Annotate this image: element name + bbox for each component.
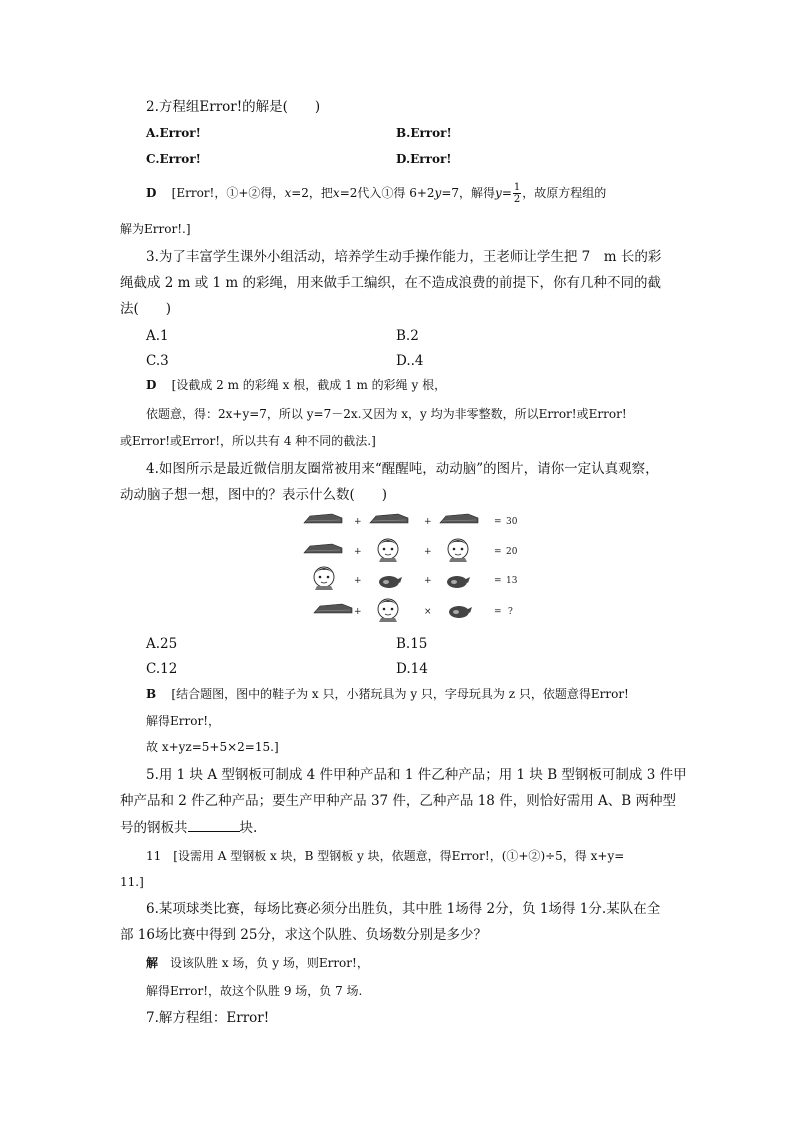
- puzzle-row-1: [304, 514, 518, 527]
- var-y: y: [434, 186, 442, 200]
- fraction-numerator: 1: [513, 182, 521, 193]
- plus-sign: +: [354, 607, 362, 617]
- q4-option-c: C.12: [146, 661, 178, 677]
- ring-toy-icon: [447, 576, 470, 588]
- plus-sign: +: [424, 517, 432, 527]
- q6-stem-line-1: 6.某项球类比赛，每场比赛必须分出胜负，其中胜 1场得 2分，负 1场得 1分.某队在全: [146, 901, 661, 917]
- q3-option-d: D..4: [396, 353, 424, 369]
- puzzle-row-2: [304, 539, 518, 562]
- plus-sign: +: [354, 547, 362, 557]
- q6-answer-line-2: 解得Error!，故这个队胜 9 场，负 7 场.: [146, 984, 363, 998]
- equals-sign: =: [494, 607, 502, 617]
- q4-stem-line-1: 4.如图所示是最近微信朋友圈常被用来“醒醒吨，动动脑”的图片，请你一定认真观察，: [146, 461, 659, 477]
- shoe-icon: [370, 514, 408, 523]
- fraction-denominator: 2: [513, 194, 521, 205]
- q6-answer-label: 解: [146, 956, 159, 970]
- var-x: x: [284, 186, 292, 200]
- shoe-icon: [314, 604, 352, 613]
- q5-stem-text-2: 块.: [239, 820, 258, 836]
- q3-stem-line-3: 法( ): [120, 301, 172, 317]
- equals-sign: =: [494, 517, 502, 527]
- ring-toy-icon: [449, 606, 472, 618]
- q5-answer-line-2: 11.]: [120, 875, 144, 889]
- q2-answer-line-2: 解为Error!.]: [120, 222, 191, 236]
- q4-answer-line-1: [146, 684, 629, 704]
- q3-answer-line-3: 或Error!或Error!，所以共有 4 种不同的截法.]: [120, 434, 376, 448]
- q2-option-b: B.Error!: [396, 126, 452, 140]
- var-y: y: [495, 186, 502, 200]
- q3-stem-line-2: 绳截成 2 m 或 1 m 的彩绳，用来做手工编织，在不造成浪费的前提下，你有几种不同的截: [120, 275, 662, 291]
- row-4-result: ?: [508, 607, 513, 617]
- row-1-result: 30: [506, 517, 518, 527]
- q3-answer-letter: D: [146, 378, 157, 392]
- q4-option-b: B.15: [396, 636, 428, 652]
- q4-option-a: A.25: [146, 636, 178, 652]
- q5-stem-line-2: 种产品和 2 件乙种产品；要生产甲种产品 37 件，乙种产品 18 件，则恰好需用 A、B 两种型: [120, 793, 676, 809]
- q7-stem: 7.解方程组：Error!: [146, 1010, 270, 1026]
- plus-sign: +: [424, 547, 432, 557]
- q2-option-a: A.Error!: [146, 126, 201, 140]
- q5-answer-line-1: 11 [设需用 A 型钢板 x 块，B 型钢板 y 块，依题意，得Error!，(①+②)÷5，得 x+y=: [146, 849, 625, 863]
- q2-answer-line-1: [146, 182, 606, 205]
- q3-option-b: B.2: [396, 328, 419, 344]
- q2-option-c: C.Error!: [146, 152, 201, 166]
- q5-stem-line-1: 5.用 1 块 A 型钢板可制成 4 件甲种产品和 1 件乙种产品；用 1 块 B 型钢板可制成 3 件甲: [146, 767, 687, 783]
- q2-answer-letter: D: [146, 186, 157, 200]
- q6-stem-line-2: 部 16场比赛中得到 25分，求这个队胜、负场数分别是多少？: [120, 927, 487, 943]
- q2-stem: 2.方程组Error!的解是( ): [146, 99, 321, 115]
- q2-answer-text-4: =7，解得: [441, 186, 496, 200]
- q4-option-d: D.14: [396, 661, 428, 677]
- q6-answer-text: 设该队胜 x 场，负 y 场，则Error!，: [158, 956, 369, 970]
- q3-stem-line-1: 3.为了丰富学生课外小组活动，培养学生动手操作能力，王老师让学生把 7 m 长的彩: [146, 249, 662, 265]
- q3-answer-text: [设截成 2 m 的彩绳 x 根，截成 1 m 的彩绳 y 根，: [171, 378, 447, 392]
- ring-toy-icon: [379, 576, 402, 588]
- q3-answer-line-2: 依题意，得：2x+y=7，所以 y=7－2x.又因为 x，y 均为非零整数，所以Error!或Error!: [146, 407, 627, 421]
- times-sign: ×: [424, 607, 432, 617]
- q6-answer-line-1: [146, 953, 369, 973]
- q2-answer-text-2: =2，把: [291, 186, 333, 200]
- q3-option-c: C.3: [146, 353, 169, 369]
- shoe-icon: [440, 514, 478, 523]
- boy-icon: [378, 599, 398, 622]
- q5-stem-text-1: 号的钢板共: [120, 820, 188, 836]
- q4-answer-line-2: 解得Error!，: [146, 714, 221, 728]
- q2-answer-text-6: ，故原方程组的: [522, 186, 607, 200]
- row-3-result: 13: [506, 576, 518, 586]
- q2-option-d: D.Error!: [396, 152, 452, 166]
- boy-icon: [448, 539, 468, 562]
- plus-sign: +: [354, 576, 362, 586]
- var-x: x: [332, 186, 340, 200]
- row-2-result: 20: [506, 547, 518, 557]
- shoe-icon: [304, 544, 342, 553]
- plus-sign: +: [354, 517, 362, 527]
- q2-answer-text-1: [Error!，①+②得，: [171, 186, 285, 200]
- puzzle-row-4: [314, 599, 513, 622]
- puzzle-row-3: [314, 567, 518, 590]
- q4-answer-text: [结合题图，图中的鞋子为 x 只，小猪玩具为 y 只，字母玩具为 z 只，依题意得Error!: [171, 687, 629, 701]
- q4-answer-letter: B: [146, 687, 157, 701]
- equals-sign: =: [494, 576, 502, 586]
- plus-sign: +: [424, 576, 432, 586]
- q2-answer-text-5: =: [501, 186, 512, 200]
- q4-answer-line-3: 故 x+yz=5+5×2=15.]: [146, 740, 279, 754]
- q5-stem-line-3: [120, 817, 257, 838]
- q3-option-a: A.1: [146, 328, 169, 344]
- q3-answer-line-1: [146, 375, 446, 395]
- shoe-icon: [304, 514, 342, 523]
- puzzle-figure: [296, 504, 536, 630]
- equals-sign: =: [494, 547, 502, 557]
- fraction-half: [513, 182, 521, 205]
- q2-answer-text-3: =2代入①得 6+2: [339, 186, 435, 200]
- q4-stem-line-2: 动动脑子想一想，图中的？表示什么数( ): [120, 487, 388, 503]
- boy-icon: [378, 539, 398, 562]
- answer-blank: [188, 817, 240, 832]
- boy-icon: [314, 567, 334, 590]
